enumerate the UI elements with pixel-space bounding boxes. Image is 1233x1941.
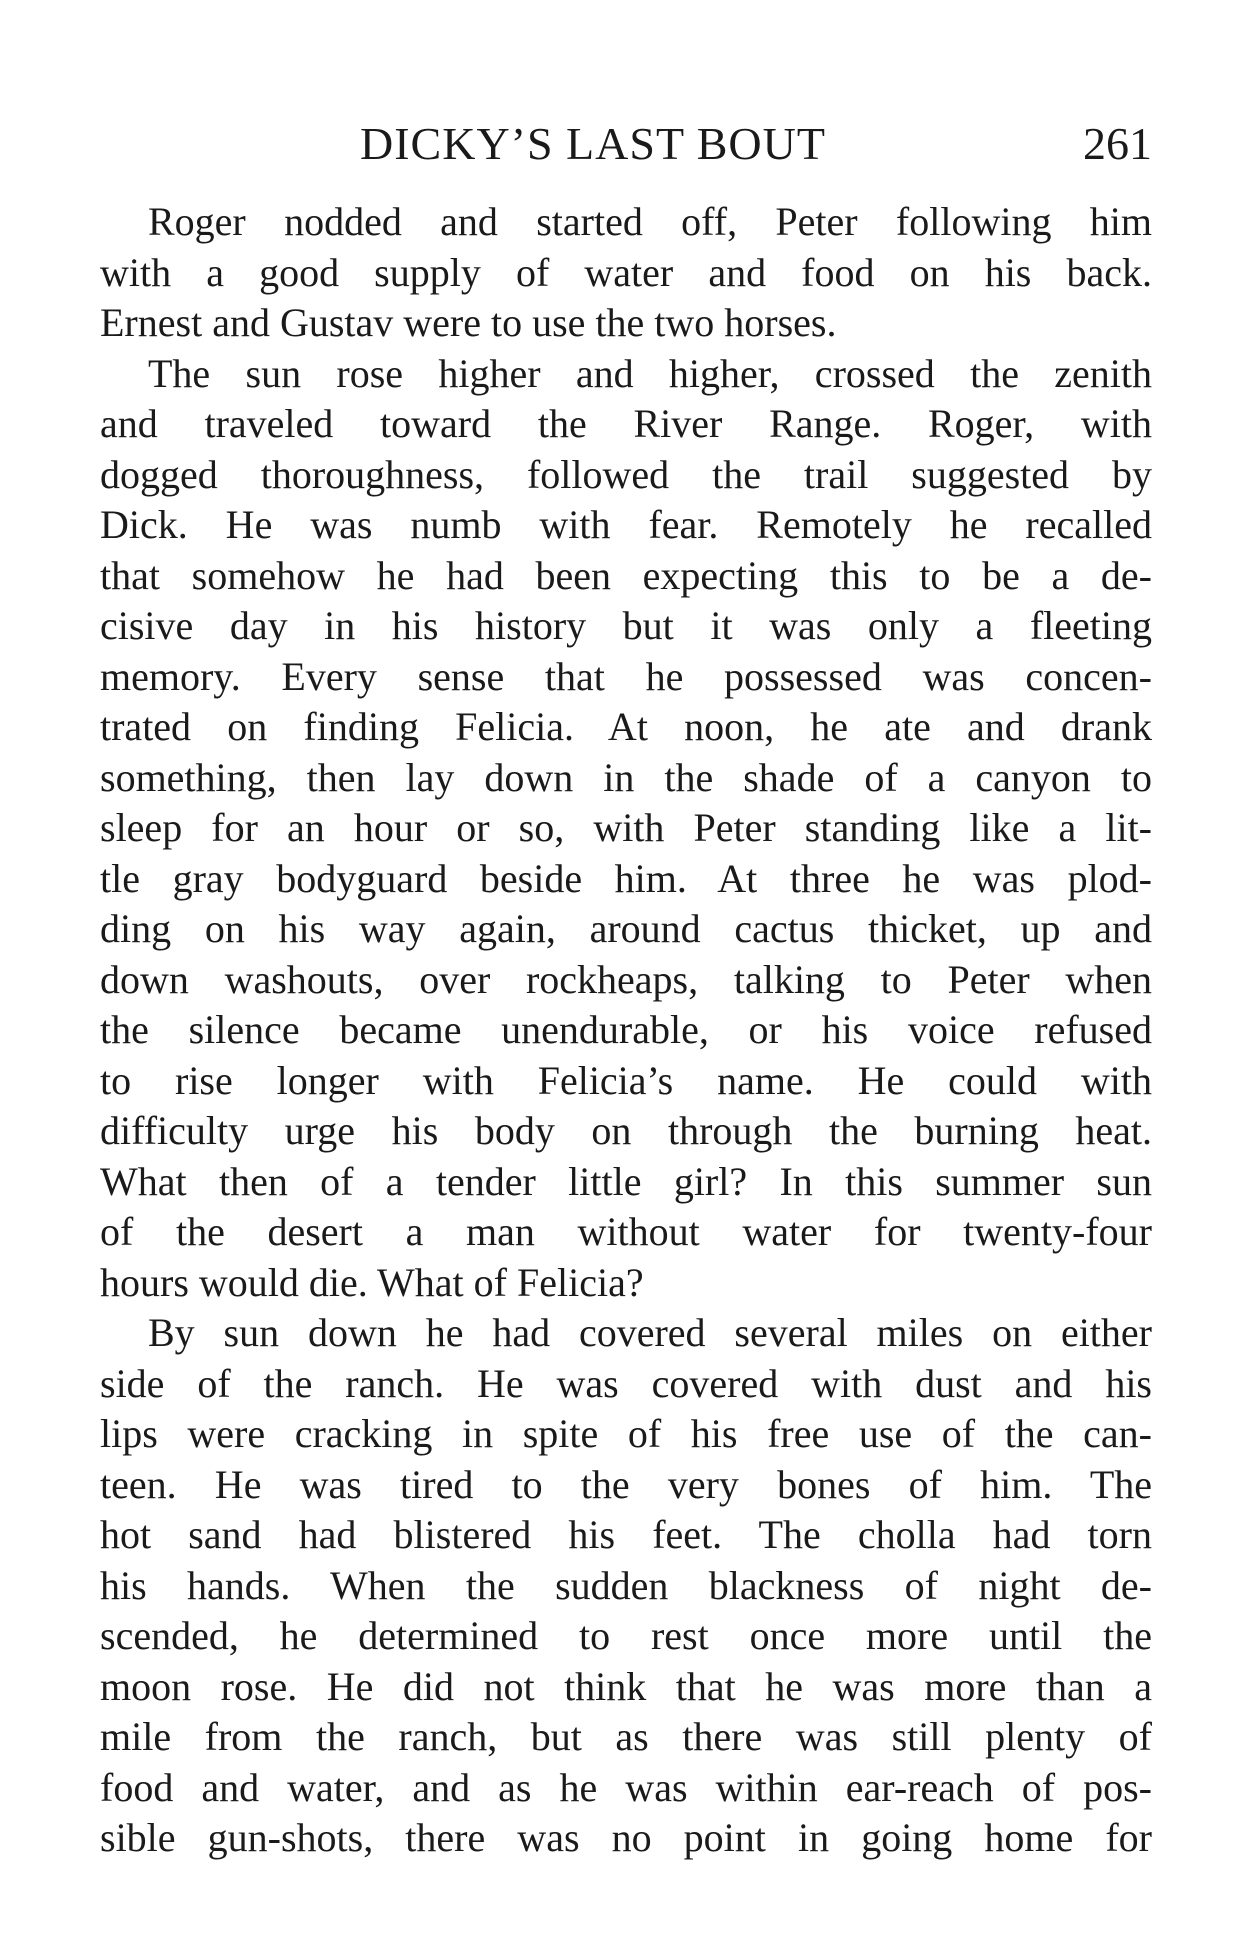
text-line: sleep for an hour or so, with Peter standing like a lit- — [100, 805, 1152, 850]
running-head — [100, 114, 1152, 174]
text-line: that somehow he had been expecting this to be a de- — [100, 552, 1152, 598]
text-line: his hands. When the sudden blackness of night de- — [100, 1562, 1152, 1608]
text-line: and traveled toward the River Range. Roger, with — [100, 401, 1152, 446]
text-line: moon rose. He did not think that he was more than a — [100, 1663, 1152, 1709]
text-line: something, then lay down in the shade of a canyon to — [100, 754, 1152, 800]
text-line: Roger nodded and started off, Peter following him — [148, 199, 1152, 244]
text-line: What then of a tender little girl? In this summer sun — [100, 1158, 1152, 1204]
text-line: dogged thoroughness, followed the trail suggested by — [100, 451, 1152, 497]
text-line: hot sand had blistered his feet. The cholla had torn — [100, 1512, 1152, 1557]
page-number: 261 — [1083, 118, 1152, 169]
text-line: sible gun-shots, there was no point in going home for — [100, 1815, 1152, 1860]
text-line: hours would die. What of Felicia? — [100, 1259, 644, 1305]
text-line: trated on finding Felicia. At noon, he ate and drank — [100, 704, 1152, 749]
text-line: lips were cracking in spite of his free use of the can- — [100, 1411, 1152, 1456]
text-line: with a good supply of water and food on his back. — [100, 249, 1152, 295]
text-line: Ernest and Gustav were to use the two horses. — [100, 300, 837, 345]
text-line: of the desert a man without water for twenty-four — [100, 1209, 1152, 1254]
text-line: down washouts, over rockheaps, talking to Peter when — [100, 956, 1152, 1002]
text-line: mile from the ranch, but as there was still plenty of — [100, 1714, 1152, 1759]
text-line: memory. Every sense that he possessed was concen- — [100, 653, 1152, 699]
text-line: scended, he determined to rest once more until the — [100, 1613, 1152, 1658]
text-line: ding on his way again, around cactus thicket, up and — [100, 906, 1152, 951]
text-line: By sun down he had covered several miles on either — [148, 1310, 1152, 1355]
text-line: cisive day in his history but it was only a fleeting — [100, 603, 1152, 648]
text-line: tle gray bodyguard beside him. At three he was plod- — [100, 855, 1152, 901]
text-line: The sun rose higher and higher, crossed the zenith — [148, 350, 1152, 396]
text-line: side of the ranch. He was covered with dust and his — [100, 1360, 1152, 1406]
text-line: Dick. He was numb with fear. Remotely he recalled — [100, 502, 1152, 547]
text-line: food and water, and as he was within ear-reach of pos- — [100, 1764, 1152, 1810]
text-line: teen. He was tired to the very bones of him. The — [100, 1461, 1152, 1507]
running-title: DICKY’S LAST BOUT — [360, 118, 826, 169]
text-line: to rise longer with Felicia’s name. He could with — [100, 1057, 1152, 1103]
body-text — [100, 197, 1152, 1864]
text-line: difficulty urge his body on through the burning heat. — [100, 1108, 1152, 1153]
text-line: the silence became unendurable, or his voice refused — [100, 1007, 1152, 1052]
